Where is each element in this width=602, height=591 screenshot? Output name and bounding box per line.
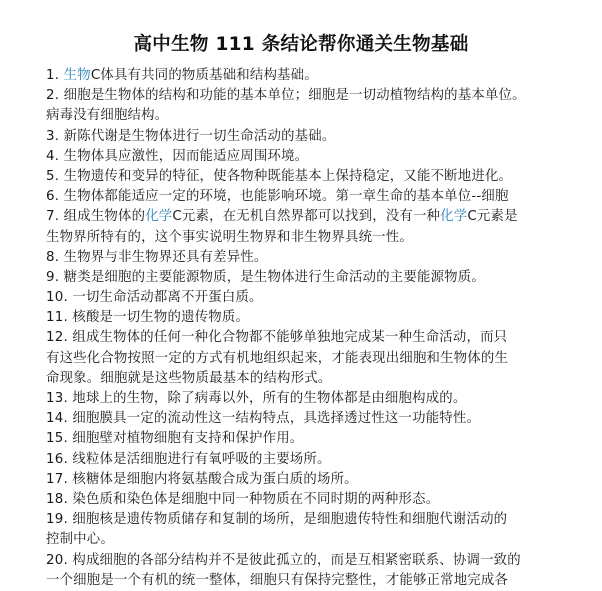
line-text: 5. 生物遗传和变异的特征，使各物种既能基本上保持稳定，又能不断地进化。 <box>46 168 513 184</box>
line-text: 17. 核糖体是细胞内将氨基酸合成为蛋白质的场所。 <box>46 471 358 487</box>
text-line <box>46 167 582 187</box>
line-text: 生物界所特有的，这个事实说明生物界和非生物界具统一性。 <box>46 229 413 245</box>
line-text: 命现象。细胞就是这些物质最基本的结构形式。 <box>46 370 332 386</box>
conclusion-list <box>46 66 582 591</box>
line-text: 6. 生物体都能适应一定的环境，也能影响环境。第一章生命的基本单位--细胞 <box>46 189 509 205</box>
line-text: 3. 新陈代谢是生物体进行一切生命活动的基础。 <box>46 128 336 144</box>
text-line <box>46 510 582 530</box>
text-line <box>46 308 582 328</box>
line-text: C体具有共同的物质基础和结构基础。 <box>90 68 318 83</box>
highlighted-term: 生物 <box>63 68 91 83</box>
line-text: 14. 细胞膜具一定的流动性这一结构特点，具选择透过性这一功能特性。 <box>46 411 481 427</box>
line-text: 11. 核酸是一切生物的遗传物质。 <box>46 310 250 326</box>
text-line <box>46 450 582 470</box>
line-text: 8. 生物界与非生物界还具有差异性。 <box>46 249 268 265</box>
line-text: 1. <box>46 68 64 83</box>
text-line <box>46 207 582 227</box>
document-title: 高中生物 111 条结论帮你通关生物基础 <box>133 34 469 55</box>
line-text: 12. 组成生物体的任何一种化合物都不能够单独地完成某一种生命活动，而只 <box>46 330 508 346</box>
line-text: 13. 地球上的生物，除了病毒以外，所有的生物体都是由细胞构成的。 <box>46 391 467 406</box>
text-line <box>46 429 582 449</box>
text-line <box>46 389 582 409</box>
line-text: 4. 生物体具应激性，因而能适应周围环境。 <box>46 148 309 164</box>
highlighted-term: 化学 <box>145 209 173 225</box>
line-text: 2. 细胞是生物体的结构和功能的基本单位；细胞是一切动植物结构的基本单位。 <box>46 88 526 104</box>
line-text: 病毒没有细胞结构。 <box>46 108 169 124</box>
text-line <box>46 409 582 429</box>
text-line <box>46 187 582 207</box>
text-line <box>46 106 582 126</box>
text-line <box>46 490 582 510</box>
text-line <box>46 66 582 86</box>
text-line <box>46 571 582 591</box>
text-line <box>46 530 582 550</box>
text-line <box>46 228 582 248</box>
line-text: 9. 糖类是细胞的主要能源物质，是生物体进行生命活动的主要能源物质。 <box>46 269 485 285</box>
line-text: C元素，在无机自然界都可以找到，没有一种 <box>172 209 441 225</box>
text-line <box>46 147 582 167</box>
line-text: C元素是 <box>467 209 518 225</box>
line-text: 控制中心。 <box>46 532 114 548</box>
line-text: 一个细胞是一个有机的统一整体，细胞只有保持完整性，才能够正常地完成各 <box>46 572 509 588</box>
highlighted-term: 化学 <box>440 209 468 225</box>
text-line <box>46 248 582 268</box>
line-text: 18. 染色质和染色体是细胞中同一种物质在不同时期的两种形态。 <box>46 491 440 507</box>
text-line <box>46 328 582 348</box>
line-text: 7. 组成生物体的 <box>46 209 146 225</box>
line-text: 10. 一切生命活动都离不开蛋白质。 <box>46 290 263 306</box>
line-text: 20. 构成细胞的各部分结构并不是彼此孤立的，而是互相紧密联系、协调一致的 <box>46 552 521 568</box>
text-line <box>46 86 582 106</box>
text-line <box>46 127 582 147</box>
line-text: 19. 细胞核是遗传物质储存和复制的场所，是细胞遗传特性和细胞代谢活动的 <box>46 512 508 528</box>
text-line <box>46 268 582 288</box>
text-line <box>46 369 582 389</box>
text-line <box>46 349 582 369</box>
text-line <box>46 551 582 571</box>
line-text: 16. 线粒体是活细胞进行有氧呼吸的主要场所。 <box>46 451 331 467</box>
line-text: 15. 细胞壁对植物细胞有支持和保护作用。 <box>46 431 304 447</box>
text-line <box>46 470 582 490</box>
text-line <box>46 288 582 308</box>
line-text: 有这些化合物按照一定的方式有机地组织起来，才能表现出细胞和生物体的生 <box>46 350 509 366</box>
